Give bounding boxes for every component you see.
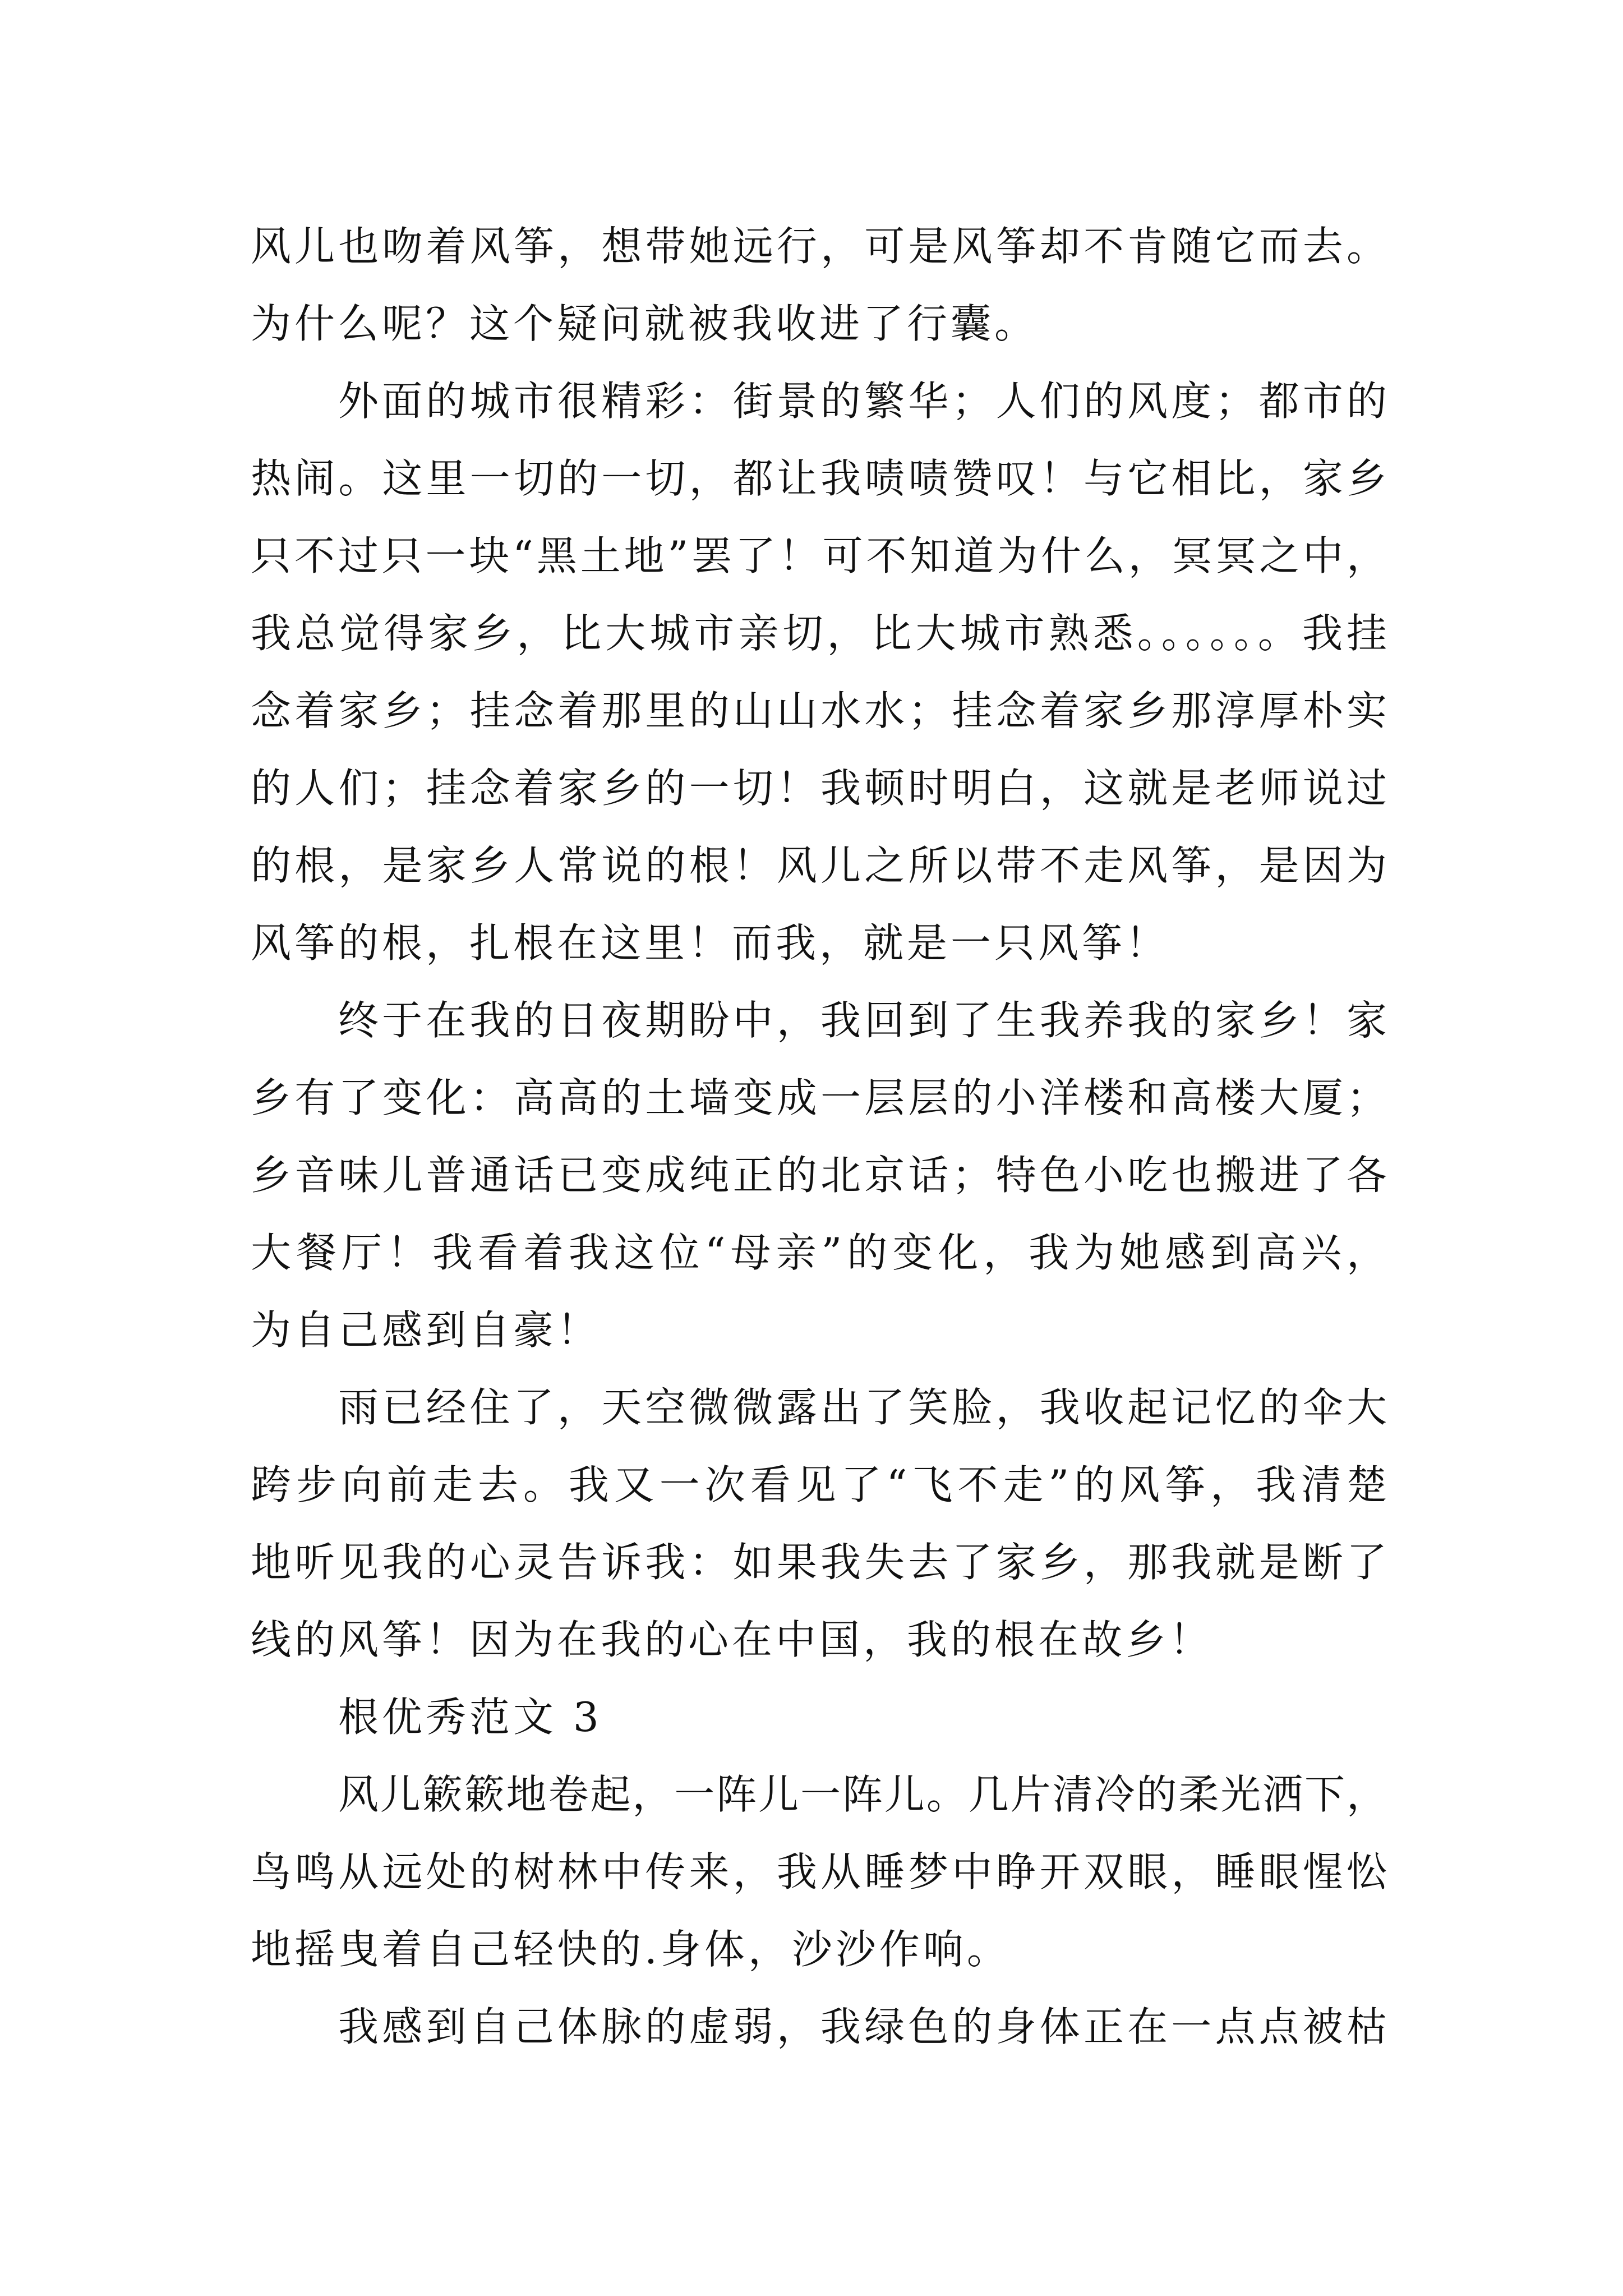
- text-line: 外面的城市很精彩：街景的繁华；人们的风度；都市的: [338, 378, 1387, 425]
- paragraph: [251, 1369, 1387, 1678]
- text-line: 风儿也吻着风筝，想带她远行，可是风筝却不肯随它而去。: [251, 223, 1387, 270]
- text-line: 风筝的根，扎根在这里！而我，就是一只风筝！: [251, 919, 1170, 967]
- text-line: 的人们；挂念着家乡的一切！我顿时明白，这就是老师说过: [251, 765, 1387, 812]
- document-body: [251, 208, 1387, 2065]
- text-line: 大餐厅！我看着我这位“母亲”的变化，我为她感到高兴，: [251, 1229, 1387, 1276]
- text-line: 地摇曳着自己轻快的.身体，沙沙作响。: [251, 1926, 1011, 1973]
- text-line: 鸟鸣从远处的树林中传来，我从睡梦中睁开双眼，睡眼惺忪: [251, 1848, 1387, 1895]
- text-line: 热闹。这里一切的一切，都让我啧啧赞叹！与它相比，家乡: [251, 455, 1387, 502]
- text-line: 乡音味儿普通话已变成纯正的北京话；特色小吃也搬进了各: [251, 1152, 1387, 1199]
- paragraph: [251, 362, 1387, 982]
- text-line: 雨已经住了，天空微微露出了笑脸，我收起记忆的伞大: [338, 1384, 1387, 1431]
- text-line: 念着家乡；挂念着那里的山山水水；挂念着家乡那淳厚朴实: [251, 687, 1387, 734]
- section-heading: 根优秀范文 3: [338, 1694, 602, 1741]
- text-line: 地听见我的心灵告诉我：如果我失去了家乡，那我就是断了: [251, 1539, 1387, 1586]
- text-line: 跨步向前走去。我又一次看见了“飞不走”的风筝，我清楚: [251, 1461, 1387, 1508]
- text-line: 为自己感到自豪！: [251, 1306, 601, 1354]
- text-line: 为什么呢？这个疑问就被我收进了行囊。: [251, 300, 1039, 347]
- text-line: 终于在我的日夜期盼中，我回到了生我养我的家乡！家: [338, 997, 1387, 1044]
- text-line: 线的风筝！因为在我的心在中国，我的根在故乡！: [251, 1616, 1214, 1663]
- paragraph: [251, 1988, 1387, 2065]
- text-line: 只不过只一块“黑土地”罢了！可不知道为什么，冥冥之中，: [251, 532, 1387, 579]
- paragraph: [251, 208, 1387, 362]
- text-line: 我总觉得家乡，比大城市亲切，比大城市熟悉。。。。。。我挂: [251, 610, 1387, 657]
- paragraph: [251, 1756, 1387, 1988]
- text-line: 我感到自己体脉的虚弱，我绿色的身体正在一点点被枯: [338, 2003, 1387, 2050]
- paragraph: [251, 982, 1387, 1369]
- text-line: 风儿簌簌地卷起，一阵儿一阵儿。几片清冷的柔光洒下，: [338, 1771, 1387, 1818]
- text-line: 乡有了变化：高高的土墙变成一层层的小洋楼和高楼大厦；: [251, 1074, 1387, 1121]
- text-line: 的根，是家乡人常说的根！风儿之所以带不走风筝，是因为: [251, 842, 1387, 889]
